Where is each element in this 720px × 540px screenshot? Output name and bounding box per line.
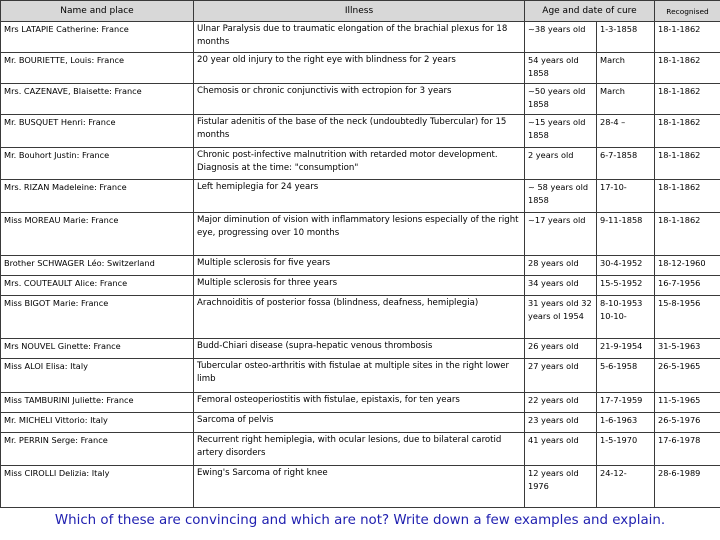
cell-illness: Left hemiplegia for 24 years <box>194 180 525 213</box>
cell-recognised: 18-1-1862 <box>655 180 720 213</box>
cell-illness: Sarcoma of pelvis <box>194 413 525 433</box>
header-recognised: Recognised <box>655 1 720 22</box>
cell-age: ~50 years old 1858 <box>525 84 597 115</box>
cell-age: 31 years old 32 years ol 1954 <box>525 296 597 339</box>
cell-name: Mrs. CAZENAVE, Blaisette: France <box>1 84 194 115</box>
cell-name: Mrs. COUTEAULT Alice: France <box>1 276 194 296</box>
table-row <box>1 115 720 148</box>
cell-name: Miss MOREAU Marie: France <box>1 213 194 256</box>
header-age-date: Age and date of cure <box>525 1 655 22</box>
cell-recognised: 18-1-1862 <box>655 148 720 180</box>
cell-age: 22 years old <box>525 393 597 413</box>
cell-illness: Multiple sclerosis for five years <box>194 256 525 276</box>
table-row <box>1 466 720 508</box>
cell-date: 28-4 – <box>597 115 655 148</box>
cell-recognised: 31-5-1963 <box>655 339 720 359</box>
cell-age: 12 years old 1976 <box>525 466 597 508</box>
question-text: Which of these are convincing and which are not? Write down a few examples and explain. <box>54 513 666 528</box>
cell-illness: Recurrent right hemiplegia, with ocular lesions, due to bilateral carotid artery disorders <box>194 433 525 466</box>
cell-date: 24-12- <box>597 466 655 508</box>
cell-date: March <box>597 53 655 84</box>
cell-age: 27 years old <box>525 359 597 393</box>
cell-date: 9-11-1858 <box>597 213 655 256</box>
cell-name: Mr. BUSQUET Henri: France <box>1 115 194 148</box>
table-row <box>1 256 720 276</box>
cell-name: Mr. BOURIETTE, Louis: France <box>1 53 194 84</box>
cell-age: 41 years old <box>525 433 597 466</box>
table-row <box>1 53 720 84</box>
cell-recognised: 26-5-1965 <box>655 359 720 393</box>
cell-recognised: 26-5-1976 <box>655 413 720 433</box>
cell-recognised: 18-1-1862 <box>655 84 720 115</box>
cell-illness: 20 year old injury to the right eye with blindness for 2 years <box>194 53 525 84</box>
cell-name: Mrs LATAPIE Catherine: France <box>1 22 194 53</box>
cell-recognised: 16-7-1956 <box>655 276 720 296</box>
cell-date: 1-6-1963 <box>597 413 655 433</box>
table-row <box>1 84 720 115</box>
cell-recognised: 18-12-1960 <box>655 256 720 276</box>
cell-name: Mr. Bouhort Justin: France <box>1 148 194 180</box>
cell-recognised: 18-1-1862 <box>655 115 720 148</box>
cell-date: March <box>597 84 655 115</box>
cell-age: 23 years old <box>525 413 597 433</box>
cell-illness: Multiple sclerosis for three years <box>194 276 525 296</box>
cell-recognised: 17-6-1978 <box>655 433 720 466</box>
cell-date: 8-10-1953 10-10- <box>597 296 655 339</box>
cell-illness: Fistular adenitis of the base of the neck (undoubtedly Tubercular) for 15 months <box>194 115 525 148</box>
cell-date: 6-7-1858 <box>597 148 655 180</box>
header-name: Name and place <box>1 1 194 22</box>
cell-date: 1-5-1970 <box>597 433 655 466</box>
cell-age: 26 years old <box>525 339 597 359</box>
cell-date: 5-6-1958 <box>597 359 655 393</box>
table-row <box>1 393 720 413</box>
cell-recognised: 18-1-1862 <box>655 22 720 53</box>
table-row <box>1 22 720 53</box>
table-body <box>1 22 720 508</box>
table-row <box>1 213 720 256</box>
cell-illness: Ewing's Sarcoma of right knee <box>194 466 525 508</box>
table-row <box>1 359 720 393</box>
cell-age: ~38 years old <box>525 22 597 53</box>
cell-name: Mrs NOUVEL Ginette: France <box>1 339 194 359</box>
cell-illness: Arachnoiditis of posterior fossa (blindness, deafness, hemiplegia) <box>194 296 525 339</box>
cell-name: Mr. MICHELI Vittorio: Italy <box>1 413 194 433</box>
cell-age: ~15 years old 1858 <box>525 115 597 148</box>
cell-recognised: 28-6-1989 <box>655 466 720 508</box>
header-illness: Illness <box>194 1 525 22</box>
table-row <box>1 296 720 339</box>
cell-illness: Budd-Chiari disease (supra-hepatic venous thrombosis <box>194 339 525 359</box>
cell-name: Miss ALOI Elisa: Italy <box>1 359 194 393</box>
cell-age: 54 years old 1858 <box>525 53 597 84</box>
cell-name: Miss CIROLLI Delizia: Italy <box>1 466 194 508</box>
cell-name: Miss TAMBURINI Juliette: France <box>1 393 194 413</box>
cell-date: 15-5-1952 <box>597 276 655 296</box>
cell-name: Mr. PERRIN Serge: France <box>1 433 194 466</box>
cell-date: 17-10- <box>597 180 655 213</box>
cell-age: 34 years old <box>525 276 597 296</box>
cell-age: ~ 58 years old 1858 <box>525 180 597 213</box>
cell-recognised: 18-1-1862 <box>655 53 720 84</box>
cell-date: 21-9-1954 <box>597 339 655 359</box>
cell-age: 2 years old <box>525 148 597 180</box>
cell-illness: Femoral osteoperiostitis with fistulae, epistaxis, for ten years <box>194 393 525 413</box>
table-row <box>1 276 720 296</box>
cell-name: Mrs. RIZAN Madeleine: France <box>1 180 194 213</box>
cell-name: Miss BIGOT Marie: France <box>1 296 194 339</box>
cell-illness: Tubercular osteo-arthritis with fistulae at multiple sites in the right lower limb <box>194 359 525 393</box>
cell-illness: Ulnar Paralysis due to traumatic elongation of the brachial plexus for 18 months <box>194 22 525 53</box>
cell-recognised: 18-1-1862 <box>655 213 720 256</box>
cell-date: 1-3-1858 <box>597 22 655 53</box>
cell-illness: Chemosis or chronic conjunctivis with ectropion for 3 years <box>194 84 525 115</box>
cell-recognised: 15-8-1956 <box>655 296 720 339</box>
cell-illness: Chronic post-infective malnutrition with retarded motor development. Diagnosis at the time: "consumption" <box>194 148 525 180</box>
table-header-row <box>1 1 720 22</box>
table-row <box>1 180 720 213</box>
cell-illness: Major diminution of vision with inflammatory lesions especially of the right eye, progressing over 10 months <box>194 213 525 256</box>
cell-recognised: 11-5-1965 <box>655 393 720 413</box>
cell-age: 28 years old <box>525 256 597 276</box>
cell-name: Brother SCHWAGER Léo: Switzerland <box>1 256 194 276</box>
cell-date: 30-4-1952 <box>597 256 655 276</box>
cell-date: 17-7-1959 <box>597 393 655 413</box>
cell-age: ~17 years old <box>525 213 597 256</box>
table-row <box>1 339 720 359</box>
table-row <box>1 413 720 433</box>
table-row <box>1 148 720 180</box>
table-row <box>1 433 720 466</box>
